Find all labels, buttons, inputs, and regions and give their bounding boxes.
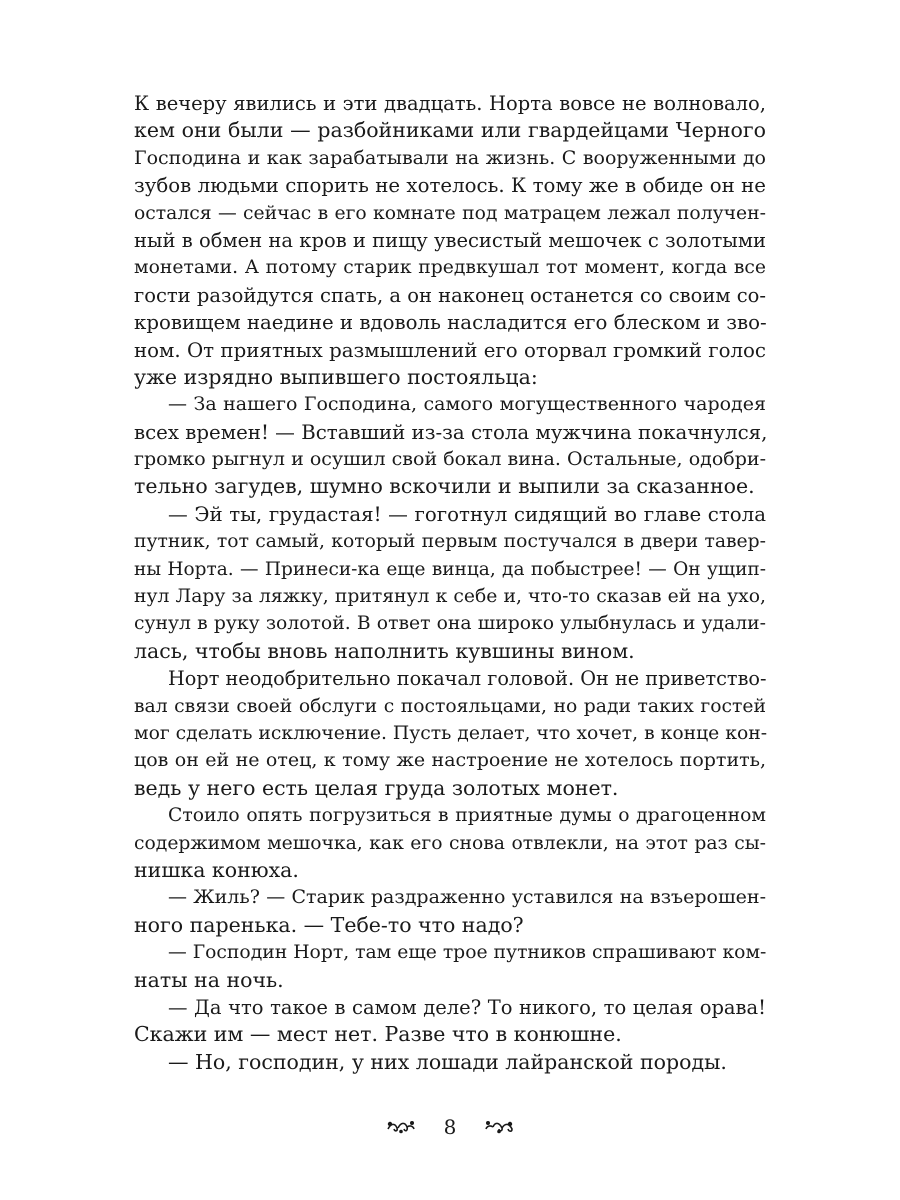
text-line: громко рыгнул и осушил свой бокал вина. Остальные, одобри-	[134, 448, 766, 471]
text-line: всех времен! — Вставший из-за стола мужчина покачнулся,	[134, 420, 768, 444]
text-line: цов он ей не отец, к тому же настроение не хотелось портить,	[134, 749, 766, 772]
text-line: сунул в руку золотой. В ответ она широко улыбнулась и удали-	[134, 613, 766, 635]
text-line: — За нашего Господина, самого могущественного чародея	[168, 393, 766, 416]
text-line: остался — сейчас в его комнате под матрацем лежал получен-	[134, 202, 766, 224]
text-line: путник, тот самый, который первым постучался в двери тавер-	[134, 531, 766, 553]
text-line: нишка конюха.	[134, 857, 299, 882]
left-ornament-icon	[386, 1119, 416, 1135]
text-line: ный в обмен на кров и пищу увесистый мешочек с золотыми	[134, 228, 766, 252]
text-line: вал связи своей обслуги с постояльцами, но ради таких гостей	[134, 695, 766, 717]
text-line: ны Норта. — Принеси-ка еще винца, да побыстрее! — Он ущип-	[134, 558, 766, 580]
text-line: монетами. А потому старик предвкушал тот момент, когда все	[134, 257, 766, 279]
text-line: гости разойдутся спать, а он наконец останется со своим со-	[134, 283, 766, 307]
text-line: Стоило опять погрузиться в приятные думы о драгоценном	[168, 805, 766, 827]
text-line: кем они были — разбойниками или гвардейцами Черного	[134, 118, 766, 143]
text-line: уже изрядно выпившего постояльца:	[134, 364, 538, 389]
text-line: наты на ночь.	[134, 967, 284, 992]
text-line: Господина и как зарабатывали на жизнь. С вооруженными до	[134, 146, 766, 169]
text-line: — Да что такое в самом деле? То никого, то целая орава!	[168, 995, 766, 1019]
page-footer	[0, 1112, 900, 1142]
text-line: ного паренька. — Тебе-то что надо?	[134, 912, 524, 937]
text-line: — Эй ты, грудастая! — гоготнул сидящий во главе стола	[168, 502, 766, 526]
text-line: мог сделать исключение. Пусть делает, что хочет, в конце кон-	[134, 722, 768, 744]
text-line: — Но, господин, у них лошади лайранской породы.	[168, 1049, 727, 1074]
text-line: Норт неодобрительно покачал головой. Он не приветство-	[168, 667, 767, 691]
text-line: нул Лару за ляжку, притянул к себе и, что-то сказав ей на ухо,	[134, 586, 766, 608]
text-line: ведь у него есть целая груда золотых монет.	[134, 775, 619, 800]
right-ornament-icon	[484, 1119, 514, 1135]
text-line: К вечеру явились и эти двадцать. Норта вовсе не волновало,	[134, 92, 766, 115]
text-line: — Жиль? — Старик раздраженно уставился на взъерошен-	[168, 886, 766, 909]
text-line: Скажи им — мест нет. Разве что в конюшне.	[134, 1022, 622, 1047]
text-line: содержимом мешочка, как его снова отвлекли, на этот раз сы-	[134, 832, 766, 854]
text-line: кровищем наедине и вдоволь насладится его блеском и зво-	[134, 311, 767, 335]
page-number: 8	[443, 1115, 457, 1139]
page-body-text	[134, 90, 766, 1076]
text-line: ном. От приятных размышлений его оторвал громкий голос	[134, 338, 766, 362]
text-line: зубов людьми спорить не хотелось. К тому же в обиде он не	[134, 174, 766, 198]
text-line: тельно загудев, шумно вскочили и выпили за сказанное.	[134, 474, 755, 499]
text-line: — Господин Норт, там еще трое путников спрашивают ком-	[168, 942, 767, 964]
text-line: лась, чтобы вновь наполнить кувшины вином.	[134, 638, 635, 663]
